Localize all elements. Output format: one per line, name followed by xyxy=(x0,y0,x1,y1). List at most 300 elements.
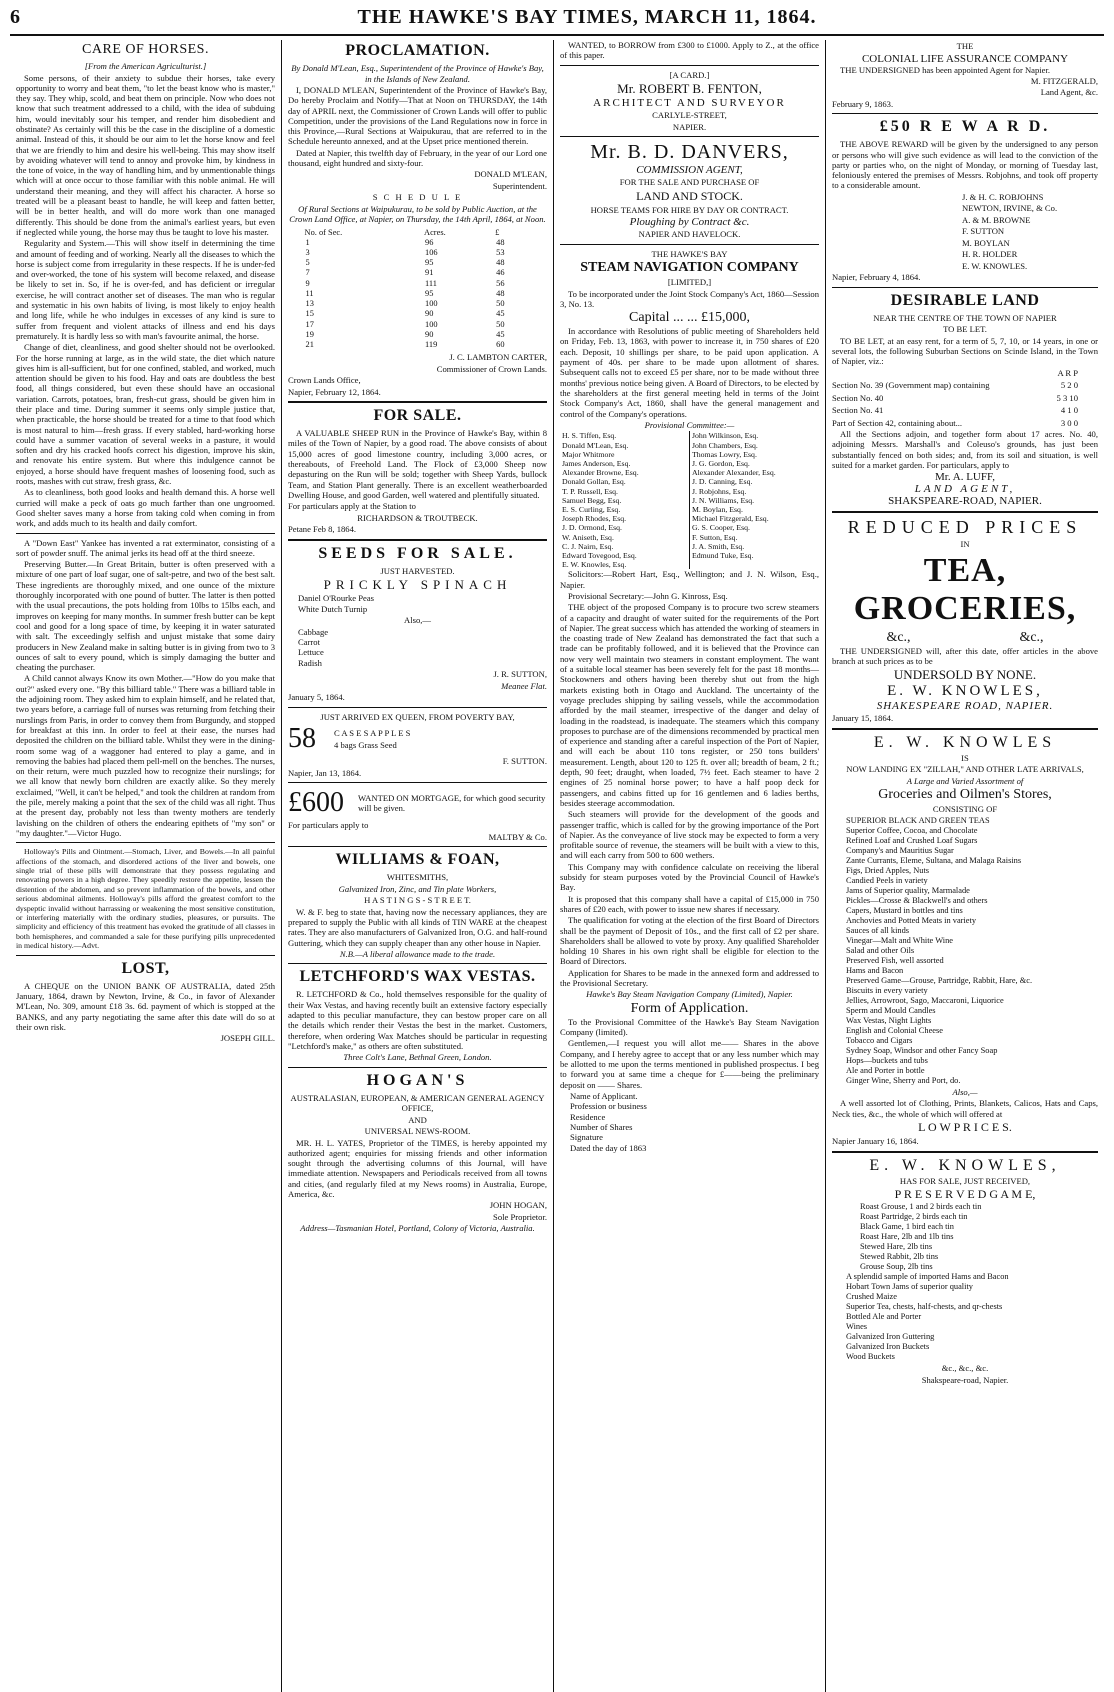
danvers-name: Mr. B. D. DANVERS, xyxy=(590,141,789,164)
schedule-sub: Of Rural Sections at Waipukurau, to be sold by Public Auction, at the Crown Land Office, at Napier, on Thursday, the 14th April, 1864, at Noon. xyxy=(289,203,546,225)
stock-item: A splendid sample of imported Hams and Bacon xyxy=(846,1272,1009,1282)
apples-date: Napier, Jan 13, 1864. xyxy=(288,767,362,778)
column-3 xyxy=(554,40,826,1692)
horses-source: [From the American Agriculturist.] xyxy=(84,61,207,71)
reduced-under: UNDERSOLD BY NONE. xyxy=(893,667,1037,683)
schedule-cell: 100 xyxy=(425,299,438,309)
reduced-title: REDUCED PRICES xyxy=(847,517,1083,538)
reward-name: H. R. HOLDER xyxy=(962,249,1018,260)
seed-item: Lettuce xyxy=(298,647,324,658)
mortgage-text: WANTED ON MORTGAGE, for which good security will be given. xyxy=(358,792,546,814)
grocery-item: Candied Peels in variety xyxy=(846,875,928,885)
proclamation-date: Napier, February 12, 1864. xyxy=(288,386,381,397)
schedule-row xyxy=(304,248,532,258)
schedule-cell: 60 xyxy=(496,339,505,349)
schedule-title: S C H E D U L E xyxy=(372,192,463,203)
seed-item: White Dutch Turnip xyxy=(298,603,368,614)
knowles-date: Napier January 16, 1864. xyxy=(832,1136,919,1147)
steam-committee: Provisional Committee:— xyxy=(644,419,735,430)
williams-sub: H A S T I N G S - S T R E E T. xyxy=(364,895,471,906)
luff-role: LAND AGENT, xyxy=(914,483,1016,496)
committee-member: Edward Tovegood, Esq. xyxy=(562,551,637,560)
schedule-table xyxy=(304,227,532,350)
steam-capital: Capital ... ... £15,000, xyxy=(629,310,750,326)
committee-member: Major Whitmore xyxy=(562,449,615,459)
committee-member: M. Boylan, Esq. xyxy=(692,504,743,514)
column-1 xyxy=(10,40,282,1692)
hogan-title: HOGAN'S xyxy=(366,1071,469,1089)
colonial-title1: THE xyxy=(956,41,974,51)
stock-item: Crushed Maize xyxy=(846,1292,897,1302)
section-area: 5 2 0 xyxy=(1060,380,1078,391)
schedule-rows xyxy=(304,238,532,350)
divider xyxy=(832,113,1098,114)
schedule-header-cell: No. of Sec. xyxy=(304,227,343,237)
divider xyxy=(560,65,819,66)
knowles-low: L O W P R I C E S. xyxy=(918,1120,1012,1135)
williams-title: WILLIAMS & FOAN, xyxy=(335,851,500,869)
grocery-item: Figs, Dried Apples, Nuts xyxy=(846,865,930,875)
schedule-row xyxy=(304,330,532,340)
divider xyxy=(288,707,547,708)
letchford-addr: Three Colt's Lane, Bethnal Green, London. xyxy=(343,1052,492,1063)
section-row xyxy=(832,417,1098,430)
letchford-title: LETCHFORD'S WAX VESTAS. xyxy=(299,968,536,986)
schedule-cell: 95 xyxy=(425,258,434,268)
committee-member: J. G. Gordon, Esq. xyxy=(692,458,750,468)
knowles2-addr: Shakspeare-road, Napier. xyxy=(921,1374,1009,1385)
column-2 xyxy=(282,40,554,1692)
grocery-item: Company's and Mauritius Sugar xyxy=(846,845,954,855)
schedule-cell: 5 xyxy=(305,258,310,268)
schedule-cell: 45 xyxy=(496,309,505,319)
grocery-item: Capers, Mustard in bottles and tins xyxy=(846,905,963,915)
reduced-etc xyxy=(832,630,1098,646)
committee-member: E. S. Curling, Esq. xyxy=(562,504,621,514)
grocery-item: Zante Currants, Eleme, Sultana, and Malaga Raisins xyxy=(846,855,1022,865)
columns xyxy=(10,40,1104,1692)
schedule-header-cell: £ xyxy=(495,227,500,237)
seeds-also: Also,— xyxy=(404,615,431,625)
schedule-cell: 48 xyxy=(496,288,505,298)
hogan-sub: AUSTRALASIAN, EUROPEAN, & AMERICAN GENERAL AGENCY OFFICE, xyxy=(290,1092,545,1114)
seeds-date: January 5, 1864. xyxy=(288,692,345,703)
schedule-cell: 53 xyxy=(496,248,505,258)
reward-names xyxy=(832,192,1098,272)
game-item: Black Game, 1 bird each tin xyxy=(860,1222,954,1232)
desirable-body: TO BE LET, at an easy rent, for a term of 5, 7, 10, or 14 years, in one or several lots, the following Suburban Sections on Scinde Island, in the Town of Napier, viz.: xyxy=(832,335,1098,367)
knowles-also: Also,— xyxy=(952,1086,978,1097)
committee-member: J. D. Ormond, Esq. xyxy=(562,523,622,533)
stock-item: Hobart Town Jams of superior quality xyxy=(846,1282,973,1292)
committee-member: J. D. Canning, Esq. xyxy=(692,477,753,487)
divider xyxy=(832,728,1098,730)
schedule-cell: 19 xyxy=(305,329,314,339)
steam-body: THE object of the proposed Company is to procure two screw steamers of a capacity and draught of water suited for the requirements of the Port of Napier. The great success which has attended the working of steamers in the coasting trade of New Zealand has demonstrated the fact that such a trade can be profitably followed, and it is believed that the Province can now very well maintain two steamers in constant employment. The want of a suitable local steamer has been severely felt for the past 18 months—Stockowners and others having been thereby shut out from the high markets existing both in Otago and Auckland. The uncertainty of the voyage precludes shipping by sailing vessels, while the accommodation afforded by the mail steamer, irrespective of the danger and delay of loading in the roadstead, is inadequate. The steamers which this company proposes to purchase are of the dimensions recommended by practical men of experience and standing after a careful inspection of the Port of Napier, and will each be about 110 tons register, or 250 tons builders' measurement. Length, about 120 to 125 ft. over all; breadth of beam, 2 ft.; depth, 90 feet; draught, when loaded, 7½ feet. Each steamer to have 2 engines of 25 nominal horse power; to have a half poop deck for passengers, and cabins fitted up for 16 gentlemen and 6 ladies berths, besides steerage accommodation. xyxy=(560,602,819,808)
form-field: Profession or business xyxy=(570,1101,647,1112)
grocery-item: Ginger Wine, Sherry and Port, do. xyxy=(846,1075,961,1085)
grocery-item: English and Colonial Cheese xyxy=(846,1025,943,1035)
schedule-cell: 96 xyxy=(425,237,434,247)
forsale-sig: RICHARDSON & TROUTBECK. xyxy=(357,512,478,523)
grocery-item: Vinegar—Malt and White Wine xyxy=(846,935,953,945)
schedule-cell: 45 xyxy=(496,329,505,339)
knowles-items xyxy=(832,816,1098,1086)
schedule-cell: 48 xyxy=(496,237,505,247)
williams-body: W. & F. beg to state that, having now the necessary appliances, they are prepared to supply the Public with all kinds of TIN WARE at the cheapest rates. They are also manufacturers of Galvanized Iron, O.G. and half-round Guttering, which they can supply cheaper than any other house in Napier. xyxy=(288,906,547,948)
form-field: Number of Shares xyxy=(570,1122,633,1133)
page-number: 6 xyxy=(10,6,20,28)
committee-member: Edmund Tuke, Esq. xyxy=(692,551,754,560)
reward-title: £50 R E W A R D. xyxy=(879,118,1051,136)
schedule-row xyxy=(304,340,532,350)
form-field: Name of Applicant. xyxy=(570,1090,638,1101)
hogan-sub: AND xyxy=(408,1114,427,1125)
danvers-plough: Ploughing by Contract &c. xyxy=(629,216,750,229)
stock-item: Wines xyxy=(846,1322,868,1332)
commissioner-role: Commissioner of Crown Lands. xyxy=(436,363,547,374)
steam-title1: THE HAWKE'S BAY xyxy=(651,248,728,259)
divider xyxy=(832,1151,1098,1153)
reward-name: E. W. KNOWLES. xyxy=(962,260,1028,271)
divider xyxy=(288,401,547,403)
luff-name: Mr. A. LUFF, xyxy=(935,471,995,484)
schedule-cell: 90 xyxy=(425,329,434,339)
committee-member: Alexander Browne, Esq. xyxy=(562,468,639,478)
seed-item: Carrot xyxy=(298,636,320,647)
danvers-land2: LAND AND STOCK. xyxy=(636,188,743,203)
game-item: Roast Grouse, 1 and 2 birds each tin xyxy=(860,1202,982,1212)
steam-body: The qualification for voting at the election of the first Board of Directors shall be the payment of Deposit of 10s., and the first call of £2 per share. Shareholders shall be allowed to vote by proxy. Any qualified Shareholder holding 10 Shares in his own right shall be eligible for election to the Board of Directors. xyxy=(560,915,819,967)
luff-addr: SHAKSPEARE-ROAD, NAPIER. xyxy=(888,495,1042,508)
knowles2-preserved: P R E S E R V E D G A M E, xyxy=(894,1187,1036,1202)
committee-member: Donald Gollan, Esq. xyxy=(562,477,626,487)
section-label: Section No. 39 (Government map) containing xyxy=(832,380,990,391)
schedule-row xyxy=(304,238,532,248)
form-field: Residence xyxy=(570,1111,606,1122)
horses-title: CARE OF HORSES. xyxy=(82,42,209,57)
forsale-title: FOR SALE. xyxy=(373,407,462,425)
committee-member: Joseph Rhodes, Esq. xyxy=(562,514,627,524)
reward-name: M. BOYLAN xyxy=(962,237,1010,248)
reward-name: NEWTON, IRVINE, & Co. xyxy=(962,203,1058,214)
schedule-cell: 13 xyxy=(305,299,314,309)
schedule-cell: 95 xyxy=(425,288,434,298)
fenton-name: Mr. ROBERT B. FENTON, xyxy=(617,81,762,97)
colonial-title2: COLONIAL LIFE ASSURANCE COMPANY xyxy=(861,52,1069,65)
reduced-in: IN xyxy=(960,539,970,550)
schedule-header-cell: Acres. xyxy=(424,227,446,237)
committee-member: H. S. Tiffen, Esq. xyxy=(562,431,617,441)
grocery-item: SUPERIOR BLACK AND GREEN TEAS xyxy=(846,815,990,825)
reward-name: J. & H. C. ROBJOHNS xyxy=(962,191,1044,202)
proclamation-body: I, DONALD M'LEAN, Superintendent of the Province of Hawke's Bay, Do hereby Proclaim and Notify—That at Noon on THURSDAY, the 14th day of APRIL next, the Commissioner of Crown Lands will offer to public Competition, under the provisions of the Land Regulations now in force in this Province,—Rural Sections at Waipukurau, that are referred to in the Schedule hereunto annexed, and at the Upset price mentioned therein. xyxy=(288,85,547,147)
committee-member: J. N. Williams, Esq. xyxy=(692,495,755,505)
danvers-land: FOR THE SALE AND PURCHASE OF xyxy=(619,177,760,188)
apples-line: C A S E S A P P L E S xyxy=(334,728,411,739)
steam-body: This Company may with confidence calculate on receiving the liberal subsidy for steam purposes voted by the Provincial Council of Hawke's Bay. xyxy=(560,861,819,893)
commissioner-sig: J. C. LAMBTON CARTER, xyxy=(449,352,547,363)
horses-paragraph: Change of diet, cleanliness, and good shelter should not be overlooked. For the horse running at large, as in the wild state, the diet which nature gives him is all-sufficient, but for one confined, stabled, and worked, much attention should be given to his food. Hay and oats are doubtless the best food, all things considered, but even these should have an occasional variation. Carrots, potatoes, bran, fresh-cut grass, should be given him in their place and time. During summer it seems only simple justice that, when practicable, the horse should be treated for a time to that food which is most natural to him—fresh grass. If every stabled, hard-working horse could have a summer vacation of several weeks in a pasture, it would soften and dry his cracked hoofs correct his digestion, improve his skin, and renovate his entire system. But where this indulgence cannot be enjoyed, a horse should have frequent mashes of loosening food, such as roots, mashes with cut straw, fresh grass, &c. xyxy=(16,342,275,487)
game-item: Stewed Rabbit, 2lb tins xyxy=(860,1252,939,1262)
steam-body: In accordance with Resolutions of public meeting of Shareholders held on Friday, Feb. 13, 1863, with power to increase it, in 750 shares of £20 each. Deposit, 10 shillings per share, to be paid upon application. A payment of 40s. per share to be made upon allotment of shares. Subsequent calls not to exceed £5 per share, nor to be made without three months' previous notice being given. A Board of Directors, to be elected by the shareholders at the first general meeting held in terms of the Joint Stock Company's Act, 1860, shall have the general management and control of the Company's operations. xyxy=(560,326,819,419)
seed-item: Radish xyxy=(298,657,322,668)
schedule-cell: 1 xyxy=(305,237,310,247)
hogan-role: Sole Proprietor. xyxy=(493,1211,547,1222)
schedule-row xyxy=(304,289,532,299)
schedule-cell: 50 xyxy=(496,299,505,309)
reward-date: Napier, February 4, 1864. xyxy=(832,272,921,283)
proclamation-sub: By Donald M'Lean, Esq., Superintendent of the Province of Hawke's Bay, in the Islands of New Zealand. xyxy=(291,63,544,84)
reduced-sig: E. W. KNOWLES, xyxy=(887,683,1043,700)
section-rows xyxy=(832,379,1098,429)
knowles-also-text: A well assorted lot of Clothing, Prints, Blankets, Calicos, Hats and Caps, Neck ties, &c., the whole of which will offered at xyxy=(832,1098,1098,1119)
grocery-item: Tobacco and Cigars xyxy=(846,1035,913,1045)
schedule-row xyxy=(304,299,532,309)
stock-item: Galvanized Iron Guttering xyxy=(846,1332,935,1342)
seed-item: Cabbage xyxy=(298,626,329,637)
section-area: 4 1 0 xyxy=(1060,405,1078,416)
fenton-street: CARLYLE-STREET, xyxy=(652,110,727,121)
spinach: PRICKLY SPINACH xyxy=(323,577,512,593)
committee-member: G. S. Cooper, Esq. xyxy=(692,523,750,533)
williams-nb: N.B.—A liberal allowance made to the trade. xyxy=(339,948,496,959)
schedule-cell: 50 xyxy=(496,319,505,329)
committee-list xyxy=(560,431,819,569)
reduced-addr: SHAKESPEARE ROAD, NAPIER. xyxy=(876,700,1054,713)
danvers-town: NAPIER AND HAVELOCK. xyxy=(638,229,741,240)
form-field: Signature xyxy=(570,1132,603,1143)
game-item: Grouse Soup, 2lb tins xyxy=(860,1262,933,1272)
colonial-sig: M. FITZGERALD, xyxy=(1030,75,1098,86)
steam-body: It is proposed that this company shall have a capital of £15,000 in 750 shares of £20 each, with power to issue new shares if necessary. xyxy=(560,893,819,914)
newspaper-title: THE HAWKE'S BAY TIMES, MARCH 11, 1864. xyxy=(357,6,817,28)
form-fields xyxy=(560,1091,819,1143)
schedule-cell: 100 xyxy=(425,319,438,329)
schedule-cell: 21 xyxy=(305,339,314,349)
steam-inc: To be incorporated under the Joint Stock Company's Act, 1860—Session 3, No. 13. xyxy=(560,288,819,309)
hogan-addr: Address—Tasmanian Hotel, Portland, Colony of Victoria, Australia. xyxy=(300,1223,535,1234)
committee-member: C. J. Nairn, Esq. xyxy=(562,541,614,551)
hogan-sub: UNIVERSAL NEWS-ROOM. xyxy=(364,1126,471,1137)
reduced-body: THE UNDERSIGNED will, after this date, offer articles in the above branch at such prices as to be xyxy=(832,645,1098,667)
divider xyxy=(832,511,1098,513)
grocery-item: Biscuits in every variety xyxy=(846,985,928,995)
grocery-item: Ale and Porter in bottle xyxy=(846,1065,925,1075)
section-area: 5 3 10 xyxy=(1056,392,1078,403)
desirable-title: DESIRABLE LAND xyxy=(890,291,1040,309)
seeds-sub: JUST HARVESTED. xyxy=(380,565,455,576)
schedule-cell: 91 xyxy=(425,268,434,278)
game-item: Stewed Hare, 2lb tins xyxy=(860,1242,933,1252)
grocery-item: Sauces of all kinds xyxy=(846,925,910,935)
apples-num: 58 xyxy=(288,723,316,755)
section-area: 3 0 0 xyxy=(1060,417,1078,428)
divider xyxy=(288,1067,547,1068)
section-row xyxy=(832,379,1098,392)
divider xyxy=(16,842,275,843)
committee-member: John Wilkinson, Esq. xyxy=(692,431,759,441)
knowles-now: NOW LANDING EX "ZILLAH," AND OTHER LATE ARRIVALS, xyxy=(846,764,1084,775)
schedule-cell: 119 xyxy=(425,339,438,349)
seed-item: Daniel O'Rourke Peas xyxy=(298,593,375,604)
grocery-item: Sydney Soap, Windsor and other Fancy Soap xyxy=(846,1045,998,1055)
proclamation-dated: Dated at Napier, this twelfth day of February, in the year of our Lord one thousand, eight hundred and sixty-four. xyxy=(288,147,547,169)
schedule-cell: 17 xyxy=(305,319,314,329)
lost-title: LOST, xyxy=(121,959,170,977)
grocery-item: Jellies, Arrowroot, Sago, Maccaroni, Liquorice xyxy=(846,995,1004,1005)
colonial-body: THE UNDERSIGNED has been appointed Agent for Napier. xyxy=(840,64,1051,75)
reward-name: F. SUTTON xyxy=(962,226,1005,237)
steam-title2: STEAM NAVIGATION COMPANY xyxy=(580,260,799,276)
steam-company: Hawke's Bay Steam Navigation Company (Limited), Napier. xyxy=(586,989,793,1000)
schedule-cell: 11 xyxy=(305,288,314,298)
form-dated: Dated the day of 1863 xyxy=(570,1142,647,1153)
reduced-date: January 15, 1864. xyxy=(832,713,894,724)
colonial-date: February 9, 1863. xyxy=(832,98,894,109)
reduced-tea: TEA, GROCERIES, xyxy=(853,551,1077,627)
column-4 xyxy=(826,40,1104,1692)
schedule-cell: 111 xyxy=(425,278,437,288)
horses-paragraph: Regularity and System.—This will show itself in determining the time and amount of feeding and of working. Nearly all the diseases to which the horse is subject come from irregularity in these respects. If he is under-fed and over-worked, the tone of his system will become relaxed, and disease be likely to set in. So, if he is over-fed, and has deficient or irregular exercise, he will contract another set of diseases. The man who is regular and systematic in his own habits of living, is most likely to enjoy health and long life, while he who indulges in excesses of any kind is sure to suffer from frequent and violent attacks of illness and end his days prematurely. It is hardly less so with man's favourite animal, the horse. xyxy=(16,238,275,341)
divider xyxy=(16,955,275,956)
committee-member: J. A. Smith, Esq. xyxy=(692,541,745,551)
schedule-row xyxy=(304,309,532,319)
committee-member: Thomas Lowry, Esq. xyxy=(692,449,757,459)
steam-body: Such steamers will provide for the development of the goods and passenger traffic, which is called for by the growing importance of the Port of Napier. As the conveyance of live stock may be expected to form a very profitable source of revenue, the steamers will be built with a view to this, and will each carry from 500 to 600 wethers. xyxy=(560,809,819,861)
steam-secretary: Provisional Secretary:—John G. Kinross, Esq. xyxy=(568,591,728,601)
committee-member: James Anderson, Esq. xyxy=(562,458,631,468)
seeds-place: Meanee Flat. xyxy=(501,680,547,691)
seeds-sig: J. R. SUTTON, xyxy=(493,669,547,680)
schedule-cell: 7 xyxy=(305,268,310,278)
card-label: [A CARD.] xyxy=(669,69,710,80)
committee-member: Donald M'Lean, Esq. xyxy=(562,440,629,450)
stock-item: Bottled Ale and Porter xyxy=(846,1312,922,1322)
schedule-row xyxy=(304,279,532,289)
grocery-item: Pickles—Crosse & Blackwell's and others xyxy=(846,895,988,905)
divider xyxy=(560,244,819,245)
section-row xyxy=(832,392,1098,405)
section-row xyxy=(832,404,1098,417)
divider xyxy=(16,533,275,534)
misc-paragraph: A Child cannot always Know its own Mother.—"How do you make that out?" asked every one. "By this billiard table." There was a billiard table in the adjoining room. They asked him to explain himself, and he related that, two years before, a carriage full of nurses was returning from fetching their nurslings from Paris, in order to convey them from Burgundy, and stopped for breakfast at this inn. In order to feel at their ease, the nurses had deposited the children on the billiard table. Whilst they were in the dining-room some wag of a waggoner had entered to play a game, and in removing the babies had placed them pell-mell on the benches. The nurses, on their return, were much puzzled how to recognize their nurslings; for we all know that newly born children are exactly alike. So they merely exclaimed, "Well, it can't be helped," and took the children at random from the pile, merely making a point that the sex of the child was all right. Thus at the present day, probably not less than twenty mothers are tenderly lavishing on the children of others the endearing epithets of "my son" or "my daughter."—Victor Hugo. xyxy=(16,673,275,838)
knowles2-has: HAS FOR SALE, JUST RECEIVED, xyxy=(899,1175,1031,1186)
proclamation-title: PROCLAMATION. xyxy=(345,42,490,59)
committee-member: Alexander Alexander, Esq. xyxy=(692,468,776,478)
grocery-item: Hops—buckets and tubs xyxy=(846,1055,928,1065)
fenton-town: NAPIER. xyxy=(672,121,707,132)
grocery-item: Superior Coffee, Cocoa, and Chocolate xyxy=(846,825,978,835)
horses-paragraph: As to cleanliness, both good looks and health demand this. A horse well curried will make a peck of oats go much farther than one ungroomed. Good shelter saves many a horse from taking cold when coming in from work, and adds much to its health and daily comfort. xyxy=(16,487,275,529)
knowles-title: E. W. KNOWLES xyxy=(873,733,1057,751)
wanted-borrow: WANTED, to BORROW from £300 to £1000. Apply to Z., at the office of this paper. xyxy=(560,40,819,61)
grocery-item: Preserved Fish, well assorted xyxy=(846,955,944,965)
schedule-cell: 106 xyxy=(425,248,438,258)
mortgage-sig: MALTBY & Co. xyxy=(488,831,547,842)
divider xyxy=(832,287,1098,288)
forsale-date: Petane Feb 8, 1864. xyxy=(288,524,357,535)
committee-right xyxy=(690,431,819,569)
reward-body: THE ABOVE REWARD will be given by the undersigned to any person or persons who will give such evidence as will lead to the conviction of the party or parties who, on the night of Monday, or morning of Tuesday last, feloniously entered the premises of Messrs. Robjohns, and took off property to a considerable amount. xyxy=(832,139,1098,191)
lost-body: A CHEQUE on the UNION BANK OF AUSTRALIA, dated 25th January, 1864, drawn by Newton, Irvine, & Co., in favor of Alexander M'Lean, No. 309, amount £18 3s. 6d. payment of which is stopped at the BANKS, and any party negotiating the same after this date will do so at their own risk. xyxy=(16,980,275,1032)
section-label: Part of Section 42, containing about... xyxy=(832,417,963,428)
stock-item: Wood Buckets xyxy=(846,1352,895,1362)
schedule-cell: 48 xyxy=(496,258,505,268)
grocery-item: Jams of Superior quality, Marmalade xyxy=(846,885,970,895)
knowles-cons: CONSISTING OF xyxy=(932,804,998,815)
schedule-cell: 46 xyxy=(496,268,505,278)
apples-sig: F. SUTTON. xyxy=(502,756,547,767)
schedule-cell: 56 xyxy=(496,278,505,288)
committee-left xyxy=(560,431,690,569)
colonial-role: Land Agent, &c. xyxy=(1040,87,1098,98)
game-item: Roast Hare, 2lb and 1lb tins xyxy=(860,1232,954,1242)
grocery-item: Wax Vestas, Night Lights xyxy=(846,1015,932,1025)
proclamation-sig: DONALD M'LEAN, xyxy=(474,169,547,180)
seeds-title: SEEDS FOR SALE. xyxy=(318,544,517,562)
divider xyxy=(288,963,547,964)
holloway-advert: Holloway's Pills and Ointment.—Stomach, Liver, and Bowels.—In all painful affections of the stomach, and disordered actions of the liver and bowels, one single trial of these pills will demonstrate that they possess regulating and renovating powers in a high degree. They speedily restore the appetite, lessen the distention of the abdomen, and so prevent inflammation of the bowels, and other serious abdominal ailments. Holloway's pills afford the greatest comfort to the dyspeptic invalid without harrassing or weakening the most sensitive constitution, or interfering materially with the ordinary studies, pleasures, or pursuits. The simplicity and efficiency of this treatment has evoked the gratitude of all classes in both hemispheres, and commanded a sale for these purifying pills unprecedented in medical history.—Advt. xyxy=(16,847,275,951)
mortgage-amount: £600 xyxy=(288,787,344,819)
misc-paragraph: A "Down East" Yankee has invented a rat exterminator, consisting of a sort of powder snuff. The animal jerks its head off at the third sneeze. xyxy=(16,537,275,558)
form-body: Gentlemen,—I request you will allot me—— Shares in the above Company, and I hereby agree to accept that or any less number which may be allotted to me upon the terms mentioned in published prospectus. I beg to forward you at same time a cheque for £——being the preliminary deposit on —— Shares. xyxy=(560,1038,819,1090)
section-label: Section No. 41 xyxy=(832,405,884,416)
etc-text: &c., xyxy=(1019,629,1044,645)
schedule-row xyxy=(304,268,532,278)
misc-paragraph: Preserving Butter.—In Great Britain, butter is often preserved with a mixture of one part of loaf sugar, one of salt-petre, and two of the best salt. These ingredients are thoroughly mixed, and one ounce of the mixture thoroughly incorporated with one pound of butter. The latter is then potted with the usual precautions, the pots holding from 10lbs to 15lbs each, and improves on keeping for many months. In summer fresh butter can be kept cool and good for a long space of time, by keeping it in water saturated with salt. The exceedingly selfish and unjust mistake that some dairy producers in New Zealand make in salting butter is in giving from two to 3 ounces of salt to every pound, which is simply damaging the butter and cheating the purchaser. xyxy=(16,559,275,673)
committee-member: Michael Fitzgerald, Esq. xyxy=(692,514,769,524)
masthead xyxy=(10,6,1104,36)
crown-office: Crown Lands Office, xyxy=(288,375,361,386)
etc-text: &c., xyxy=(886,629,911,645)
williams-sub: Galvanized Iron, Zinc, and Tin plate Workers, xyxy=(338,883,497,894)
apples-lines xyxy=(334,727,547,751)
desirable-sub: NEAR THE CENTRE OF THE TOWN OF NAPIER xyxy=(873,312,1057,323)
grocery-item: Salad and other Oils xyxy=(846,945,915,955)
knowles-is: IS xyxy=(961,752,969,763)
mortgage-block xyxy=(288,787,547,819)
stock-item: Galvanized Iron Buckets xyxy=(846,1342,930,1352)
forsale-apply: For particulars apply at the Station to xyxy=(288,501,416,512)
committee-member: John Chambers, Esq. xyxy=(692,440,758,450)
stock-item: Superior Tea, chests, half-chests, and qr-chests xyxy=(846,1302,1003,1312)
committee-member: T. P. Russell, Esq. xyxy=(562,486,618,496)
hogan-body: MR. H. L. YATES, Proprietor of the TIMES, is hereby appointed my authorized agent; enquiries for missing friends and other information sought through the advertising columns of this Journal, will have immediate attention. Newspapers and Periodicals received from all towns and cities, (and regularly filed at my News rooms) in Australia, Europe, America, &c. xyxy=(288,1137,547,1200)
grocery-item: Preserved Game—Grouse, Partridge, Rabbit, Hare, &c. xyxy=(846,975,1033,985)
schedule-cell: 9 xyxy=(305,278,310,288)
apples-block xyxy=(288,723,547,755)
grocery-item: Refined Loaf and Crushed Loaf Sugars xyxy=(846,835,978,845)
knowles2-more xyxy=(832,1272,1098,1362)
apples-title: JUST ARRIVED EX QUEEN, FROM POVERTY BAY, xyxy=(320,711,515,722)
schedule-cell: 15 xyxy=(305,309,314,319)
schedule-row xyxy=(304,320,532,330)
schedule-cell: 90 xyxy=(425,309,434,319)
committee-member: J. Robjohns, Esq. xyxy=(692,486,747,496)
committee-member: F. Sutton, Esq. xyxy=(692,532,738,542)
divider xyxy=(288,782,547,783)
divider xyxy=(288,539,547,541)
letchford-body: R. LETCHFORD & Co., hold themselves responsible for the quality of their Wax Vestas, and having recently built an extensive factory especially adapted to this peculiar manufacture, they can bestow proper care on all the details which render their Vestas the best in the market. Customers, therefore, when ordering Wax Matches should be particular in requesting "Letchford's make," as others are often substituted. xyxy=(288,989,547,1051)
steam-solicitors: Solicitors:—Robert Hart, Esq., Wellington; and J. N. Wilson, Esq., Napier. xyxy=(560,569,819,590)
schedule-header xyxy=(304,227,532,238)
grocery-item: Hams and Bacon xyxy=(846,965,904,975)
schedule-row xyxy=(304,258,532,268)
form-title: Form of Application. xyxy=(630,1000,749,1016)
section-label: Section No. 40 xyxy=(832,392,884,403)
danvers-teams: HORSE TEAMS FOR HIRE BY DAY OR CONTRACT. xyxy=(590,204,789,215)
